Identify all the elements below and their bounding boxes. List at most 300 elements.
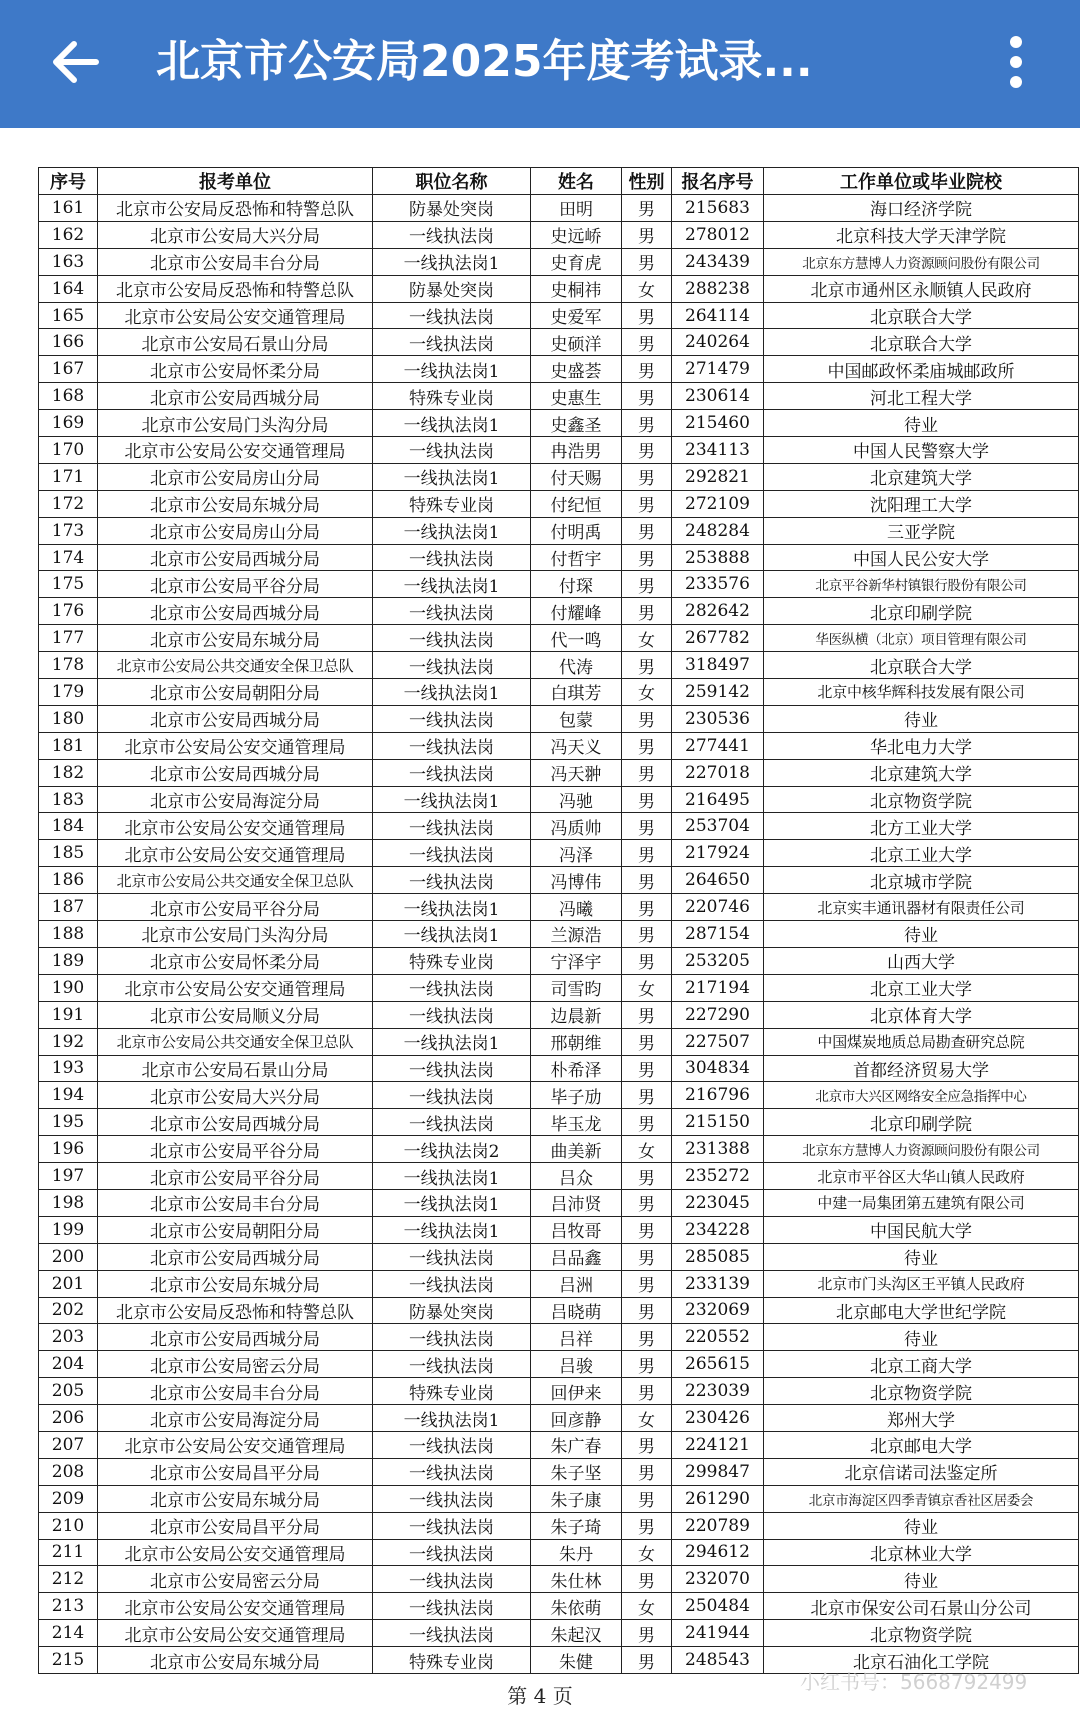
cell-name: 冯天义 (531, 732, 622, 759)
cell-position: 一线执法岗 (373, 1082, 531, 1109)
table-row (39, 517, 1079, 544)
cell-name: 朱子琦 (531, 1512, 622, 1539)
more-button[interactable] (988, 22, 1044, 102)
cell-workplace: 北京联合大学 (764, 329, 1079, 356)
cell-unit: 北京市公安局密云分局 (98, 1351, 373, 1378)
cell-workplace: 河北工程大学 (764, 383, 1079, 410)
cell-index: 192 (39, 1028, 98, 1055)
cell-reg-no: 227507 (672, 1028, 764, 1055)
table-row (39, 679, 1079, 706)
cell-name: 代涛 (531, 652, 622, 679)
cell-unit: 北京市公安局公安交通管理局 (98, 974, 373, 1001)
cell-reg-no: 235272 (672, 1163, 764, 1190)
cell-name: 冯博伟 (531, 867, 622, 894)
cell-reg-no: 272109 (672, 490, 764, 517)
cell-position: 防暴处突岗 (373, 1297, 531, 1324)
cell-reg-no: 248543 (672, 1647, 764, 1674)
cell-name: 毕子劢 (531, 1082, 622, 1109)
cell-reg-no: 215683 (672, 195, 764, 222)
cell-gender: 男 (622, 705, 672, 732)
cell-name: 冯天翀 (531, 759, 622, 786)
cell-reg-no: 240264 (672, 329, 764, 356)
cell-index: 182 (39, 759, 98, 786)
cell-position: 一线执法岗1 (373, 356, 531, 383)
cell-gender: 男 (622, 1324, 672, 1351)
column-header: 姓名 (531, 168, 622, 195)
app-bar (0, 0, 1080, 128)
table-row (39, 1593, 1079, 1620)
cell-position: 一线执法岗 (373, 1539, 531, 1566)
cell-index: 203 (39, 1324, 98, 1351)
table-row (39, 867, 1079, 894)
cell-unit: 北京市公安局西城分局 (98, 1243, 373, 1270)
cell-name: 史盛荟 (531, 356, 622, 383)
cell-position: 一线执法岗1 (373, 1028, 531, 1055)
cell-workplace: 三亚学院 (764, 517, 1079, 544)
cell-unit: 北京市公安局反恐怖和特警总队 (98, 275, 373, 302)
cell-index: 204 (39, 1351, 98, 1378)
cell-unit: 北京市公安局门头沟分局 (98, 410, 373, 437)
cell-unit: 北京市公安局密云分局 (98, 1566, 373, 1593)
cell-workplace: 中国人民警察大学 (764, 437, 1079, 464)
cell-index: 215 (39, 1647, 98, 1674)
cell-unit: 北京市公安局平谷分局 (98, 1163, 373, 1190)
cell-unit: 北京市公安局公共交通安全保卫总队 (98, 652, 373, 679)
cell-name: 吕晓萌 (531, 1297, 622, 1324)
cell-name: 毕玉龙 (531, 1109, 622, 1136)
cell-gender: 男 (622, 195, 672, 222)
cell-unit: 北京市公安局东城分局 (98, 490, 373, 517)
cell-index: 179 (39, 679, 98, 706)
cell-name: 付哲宇 (531, 544, 622, 571)
cell-position: 一线执法岗 (373, 652, 531, 679)
cell-position: 防暴处突岗 (373, 195, 531, 222)
cell-workplace: 北方工业大学 (764, 813, 1079, 840)
cell-index: 190 (39, 974, 98, 1001)
cell-unit: 北京市公安局海淀分局 (98, 1405, 373, 1432)
cell-index: 201 (39, 1270, 98, 1297)
table-row (39, 732, 1079, 759)
cell-unit: 北京市公安局西城分局 (98, 1324, 373, 1351)
cell-workplace: 待业 (764, 410, 1079, 437)
table-row (39, 625, 1079, 652)
cell-index: 188 (39, 921, 98, 948)
cell-gender: 男 (622, 356, 672, 383)
cell-unit: 北京市公安局海淀分局 (98, 786, 373, 813)
table-row (39, 1243, 1079, 1270)
cell-index: 181 (39, 732, 98, 759)
cell-reg-no: 217924 (672, 840, 764, 867)
table-row (39, 437, 1079, 464)
cell-unit: 北京市公安局西城分局 (98, 759, 373, 786)
cell-index: 213 (39, 1593, 98, 1620)
cell-workplace: 山西大学 (764, 947, 1079, 974)
cell-name: 边晨新 (531, 1001, 622, 1028)
cell-name: 朱子坚 (531, 1458, 622, 1485)
cell-reg-no: 277441 (672, 732, 764, 759)
cell-gender: 男 (622, 463, 672, 490)
cell-name: 田明 (531, 195, 622, 222)
document-page (38, 167, 1078, 1674)
cell-reg-no: 217194 (672, 974, 764, 1001)
cell-position: 一线执法岗 (373, 840, 531, 867)
cell-workplace: 待业 (764, 1324, 1079, 1351)
cell-unit: 北京市公安局西城分局 (98, 705, 373, 732)
cell-workplace: 待业 (764, 1243, 1079, 1270)
cell-gender: 男 (622, 840, 672, 867)
table-row (39, 1485, 1079, 1512)
cell-position: 防暴处突岗 (373, 275, 531, 302)
cell-index: 211 (39, 1539, 98, 1566)
cell-unit: 北京市公安局大兴分局 (98, 1082, 373, 1109)
cell-reg-no: 232070 (672, 1566, 764, 1593)
more-vertical-icon (1006, 32, 1026, 92)
cell-name: 付纪恒 (531, 490, 622, 517)
cell-workplace: 北京工业大学 (764, 840, 1079, 867)
cell-gender: 女 (622, 625, 672, 652)
cell-index: 195 (39, 1109, 98, 1136)
cell-unit: 北京市公安局西城分局 (98, 383, 373, 410)
cell-name: 史桐祎 (531, 275, 622, 302)
cell-unit: 北京市公安局公安交通管理局 (98, 1620, 373, 1647)
back-button[interactable] (36, 22, 116, 102)
cell-name: 史爱军 (531, 302, 622, 329)
cell-index: 161 (39, 195, 98, 222)
cell-unit: 北京市公安局门头沟分局 (98, 921, 373, 948)
cell-name: 代一鸣 (531, 625, 622, 652)
table-row (39, 813, 1079, 840)
table-row (39, 1082, 1079, 1109)
cell-workplace: 北京市保安公司石景山分公司 (764, 1593, 1079, 1620)
column-header: 性别 (622, 168, 672, 195)
cell-workplace: 北京石油化工学院 (764, 1647, 1079, 1674)
cell-position: 一线执法岗 (373, 437, 531, 464)
cell-name: 司雪昀 (531, 974, 622, 1001)
cell-name: 付琛 (531, 571, 622, 598)
cell-reg-no: 215460 (672, 410, 764, 437)
cell-workplace: 中国煤炭地质总局勘查研究总院 (764, 1028, 1079, 1055)
cell-index: 197 (39, 1163, 98, 1190)
cell-gender: 男 (622, 437, 672, 464)
cell-unit: 北京市公安局房山分局 (98, 463, 373, 490)
cell-unit: 北京市公安局石景山分局 (98, 329, 373, 356)
cell-name: 朴希泽 (531, 1055, 622, 1082)
cell-position: 一线执法岗 (373, 544, 531, 571)
page-number: 第 4 页 (507, 1684, 573, 1708)
cell-position: 一线执法岗 (373, 1458, 531, 1485)
cell-gender: 男 (622, 1109, 672, 1136)
cell-position: 一线执法岗 (373, 705, 531, 732)
cell-workplace: 北京市平谷区大华山镇人民政府 (764, 1163, 1079, 1190)
cell-index: 185 (39, 840, 98, 867)
cell-workplace: 北京市通州区永顺镇人民政府 (764, 275, 1079, 302)
cell-gender: 男 (622, 1485, 672, 1512)
cell-position: 一线执法岗2 (373, 1136, 531, 1163)
cell-reg-no: 233576 (672, 571, 764, 598)
cell-unit: 北京市公安局公安交通管理局 (98, 1593, 373, 1620)
arrow-left-icon (48, 34, 104, 90)
cell-gender: 男 (622, 921, 672, 948)
cell-workplace: 北京体育大学 (764, 1001, 1079, 1028)
cell-position: 一线执法岗1 (373, 463, 531, 490)
cell-reg-no: 304834 (672, 1055, 764, 1082)
cell-index: 167 (39, 356, 98, 383)
table-row (39, 1270, 1079, 1297)
cell-reg-no: 292821 (672, 463, 764, 490)
cell-gender: 男 (622, 1243, 672, 1270)
page-title: 北京市公安局2025年度考试录... (156, 36, 813, 87)
cell-reg-no: 230614 (672, 383, 764, 410)
cell-unit: 北京市公安局顺义分局 (98, 1001, 373, 1028)
cell-index: 191 (39, 1001, 98, 1028)
cell-gender: 男 (622, 329, 672, 356)
cell-workplace: 北京物资学院 (764, 1378, 1079, 1405)
cell-workplace: 北京建筑大学 (764, 463, 1079, 490)
cell-index: 208 (39, 1458, 98, 1485)
cell-unit: 北京市公安局石景山分局 (98, 1055, 373, 1082)
cell-workplace: 北京物资学院 (764, 786, 1079, 813)
cell-gender: 男 (622, 383, 672, 410)
cell-index: 209 (39, 1485, 98, 1512)
cell-name: 包蒙 (531, 705, 622, 732)
cell-position: 一线执法岗1 (373, 571, 531, 598)
cell-reg-no: 231388 (672, 1136, 764, 1163)
cell-position: 一线执法岗 (373, 329, 531, 356)
table-row (39, 894, 1079, 921)
cell-reg-no: 223045 (672, 1189, 764, 1216)
cell-gender: 男 (622, 1620, 672, 1647)
table-row (39, 544, 1079, 571)
cell-gender: 男 (622, 1163, 672, 1190)
cell-workplace: 北京东方慧博人力资源顾问股份有限公司 (764, 248, 1079, 275)
cell-index: 175 (39, 571, 98, 598)
cell-reg-no: 264114 (672, 302, 764, 329)
cell-index: 193 (39, 1055, 98, 1082)
cell-reg-no: 265615 (672, 1351, 764, 1378)
cell-name: 冯曦 (531, 894, 622, 921)
cell-position: 一线执法岗 (373, 1620, 531, 1647)
cell-index: 177 (39, 625, 98, 652)
cell-workplace: 华北电力大学 (764, 732, 1079, 759)
cell-index: 210 (39, 1512, 98, 1539)
cell-gender: 男 (622, 1431, 672, 1458)
cell-workplace: 北京实丰通讯器材有限责任公司 (764, 894, 1079, 921)
cell-position: 特殊专业岗 (373, 383, 531, 410)
cell-reg-no: 248284 (672, 517, 764, 544)
cell-unit: 北京市公安局西城分局 (98, 598, 373, 625)
column-header: 报考单位 (98, 168, 373, 195)
cell-position: 一线执法岗1 (373, 1163, 531, 1190)
table-row (39, 974, 1079, 1001)
cell-reg-no: 241944 (672, 1620, 764, 1647)
cell-name: 朱依萌 (531, 1593, 622, 1620)
cell-position: 一线执法岗 (373, 732, 531, 759)
table-row (39, 1324, 1079, 1351)
cell-workplace: 北京林业大学 (764, 1539, 1079, 1566)
cell-gender: 男 (622, 1566, 672, 1593)
table-body (39, 195, 1079, 1674)
cell-name: 朱丹 (531, 1539, 622, 1566)
cell-unit: 北京市公安局公共交通安全保卫总队 (98, 1028, 373, 1055)
column-header: 报名序号 (672, 168, 764, 195)
cell-gender: 女 (622, 1405, 672, 1432)
table-row (39, 490, 1079, 517)
table-row (39, 195, 1079, 222)
cell-workplace: 北京工商大学 (764, 1351, 1079, 1378)
cell-gender: 男 (622, 1647, 672, 1674)
cell-position: 一线执法岗1 (373, 410, 531, 437)
cell-index: 186 (39, 867, 98, 894)
cell-name: 朱仕林 (531, 1566, 622, 1593)
cell-workplace: 北京邮电大学世纪学院 (764, 1297, 1079, 1324)
cell-reg-no: 259142 (672, 679, 764, 706)
table-row (39, 840, 1079, 867)
cell-workplace: 待业 (764, 1566, 1079, 1593)
cell-unit: 北京市公安局西城分局 (98, 1109, 373, 1136)
cell-name: 吕沛贤 (531, 1189, 622, 1216)
cell-unit: 北京市公安局怀柔分局 (98, 356, 373, 383)
table-row (39, 248, 1079, 275)
cell-name: 宁泽宇 (531, 947, 622, 974)
cell-workplace: 待业 (764, 705, 1079, 732)
cell-gender: 男 (622, 947, 672, 974)
cell-workplace: 沈阳理工大学 (764, 490, 1079, 517)
cell-workplace: 北京东方慧博人力资源顾问股份有限公司 (764, 1136, 1079, 1163)
cell-unit: 北京市公安局公安交通管理局 (98, 732, 373, 759)
cell-workplace: 北京信诺司法鉴定所 (764, 1458, 1079, 1485)
cell-reg-no: 216495 (672, 786, 764, 813)
cell-gender: 男 (622, 732, 672, 759)
cell-gender: 男 (622, 1001, 672, 1028)
cell-workplace: 北京平谷新华村镇银行股份有限公司 (764, 571, 1079, 598)
cell-gender: 男 (622, 1351, 672, 1378)
cell-name: 朱起汉 (531, 1620, 622, 1647)
cell-unit: 北京市公安局公安交通管理局 (98, 302, 373, 329)
cell-index: 183 (39, 786, 98, 813)
column-header: 职位名称 (373, 168, 531, 195)
table-row (39, 383, 1079, 410)
cell-gender: 男 (622, 490, 672, 517)
cell-position: 一线执法岗 (373, 813, 531, 840)
cell-name: 史育虎 (531, 248, 622, 275)
cell-reg-no: 261290 (672, 1485, 764, 1512)
cell-workplace: 北京中核华辉科技发展有限公司 (764, 679, 1079, 706)
cell-workplace: 待业 (764, 921, 1079, 948)
table-row (39, 1512, 1079, 1539)
cell-unit: 北京市公安局公安交通管理局 (98, 813, 373, 840)
cell-index: 172 (39, 490, 98, 517)
cell-gender: 男 (622, 813, 672, 840)
cell-reg-no: 220552 (672, 1324, 764, 1351)
cell-name: 吕骏 (531, 1351, 622, 1378)
cell-workplace: 北京市大兴区网络安全应急指挥中心 (764, 1082, 1079, 1109)
cell-gender: 男 (622, 1055, 672, 1082)
cell-reg-no: 224121 (672, 1431, 764, 1458)
table-row (39, 1028, 1079, 1055)
cell-workplace: 北京建筑大学 (764, 759, 1079, 786)
cell-gender: 男 (622, 221, 672, 248)
cell-name: 付明禹 (531, 517, 622, 544)
table-row (39, 947, 1079, 974)
table-row (39, 1297, 1079, 1324)
cell-unit: 北京市公安局西城分局 (98, 544, 373, 571)
table-row (39, 786, 1079, 813)
cell-workplace: 北京物资学院 (764, 1620, 1079, 1647)
results-table (38, 167, 1079, 1674)
cell-reg-no: 230426 (672, 1405, 764, 1432)
cell-name: 曲美新 (531, 1136, 622, 1163)
cell-name: 吕品鑫 (531, 1243, 622, 1270)
cell-index: 212 (39, 1566, 98, 1593)
cell-position: 一线执法岗 (373, 1485, 531, 1512)
cell-index: 174 (39, 544, 98, 571)
cell-position: 一线执法岗 (373, 625, 531, 652)
cell-gender: 女 (622, 974, 672, 1001)
cell-reg-no: 253205 (672, 947, 764, 974)
cell-position: 一线执法岗 (373, 1324, 531, 1351)
cell-name: 邢朝维 (531, 1028, 622, 1055)
cell-unit: 北京市公安局昌平分局 (98, 1512, 373, 1539)
cell-reg-no: 285085 (672, 1243, 764, 1270)
cell-unit: 北京市公安局公安交通管理局 (98, 1539, 373, 1566)
cell-index: 164 (39, 275, 98, 302)
cell-gender: 男 (622, 1270, 672, 1297)
cell-index: 165 (39, 302, 98, 329)
cell-name: 吕洲 (531, 1270, 622, 1297)
cell-name: 兰源浩 (531, 921, 622, 948)
cell-name: 冯驰 (531, 786, 622, 813)
cell-position: 一线执法岗1 (373, 894, 531, 921)
cell-position: 一线执法岗 (373, 759, 531, 786)
table-row (39, 598, 1079, 625)
cell-position: 一线执法岗1 (373, 1216, 531, 1243)
cell-unit: 北京市公安局公共交通安全保卫总队 (98, 867, 373, 894)
table-row (39, 1378, 1079, 1405)
cell-position: 一线执法岗1 (373, 1405, 531, 1432)
cell-reg-no: 215150 (672, 1109, 764, 1136)
cell-position: 特殊专业岗 (373, 1647, 531, 1674)
cell-name: 史远峤 (531, 221, 622, 248)
cell-unit: 北京市公安局昌平分局 (98, 1458, 373, 1485)
cell-name: 史鑫圣 (531, 410, 622, 437)
cell-gender: 男 (622, 302, 672, 329)
cell-reg-no: 278012 (672, 221, 764, 248)
cell-name: 回彦静 (531, 1405, 622, 1432)
table-row (39, 1351, 1079, 1378)
cell-workplace: 海口经济学院 (764, 195, 1079, 222)
cell-workplace: 北京印刷学院 (764, 1109, 1079, 1136)
table-row (39, 463, 1079, 490)
cell-position: 一线执法岗 (373, 1351, 531, 1378)
table-row (39, 1163, 1079, 1190)
cell-workplace: 北京城市学院 (764, 867, 1079, 894)
cell-gender: 男 (622, 786, 672, 813)
cell-unit: 北京市公安局公安交通管理局 (98, 840, 373, 867)
column-header: 工作单位或毕业院校 (764, 168, 1079, 195)
cell-position: 一线执法岗 (373, 302, 531, 329)
table-row (39, 705, 1079, 732)
cell-workplace: 待业 (764, 1512, 1079, 1539)
cell-unit: 北京市公安局反恐怖和特警总队 (98, 195, 373, 222)
cell-index: 207 (39, 1431, 98, 1458)
cell-name: 吕众 (531, 1163, 622, 1190)
cell-index: 176 (39, 598, 98, 625)
cell-unit: 北京市公安局丰台分局 (98, 248, 373, 275)
cell-position: 一线执法岗 (373, 598, 531, 625)
cell-reg-no: 271479 (672, 356, 764, 383)
cell-reg-no: 227018 (672, 759, 764, 786)
cell-position: 一线执法岗1 (373, 679, 531, 706)
